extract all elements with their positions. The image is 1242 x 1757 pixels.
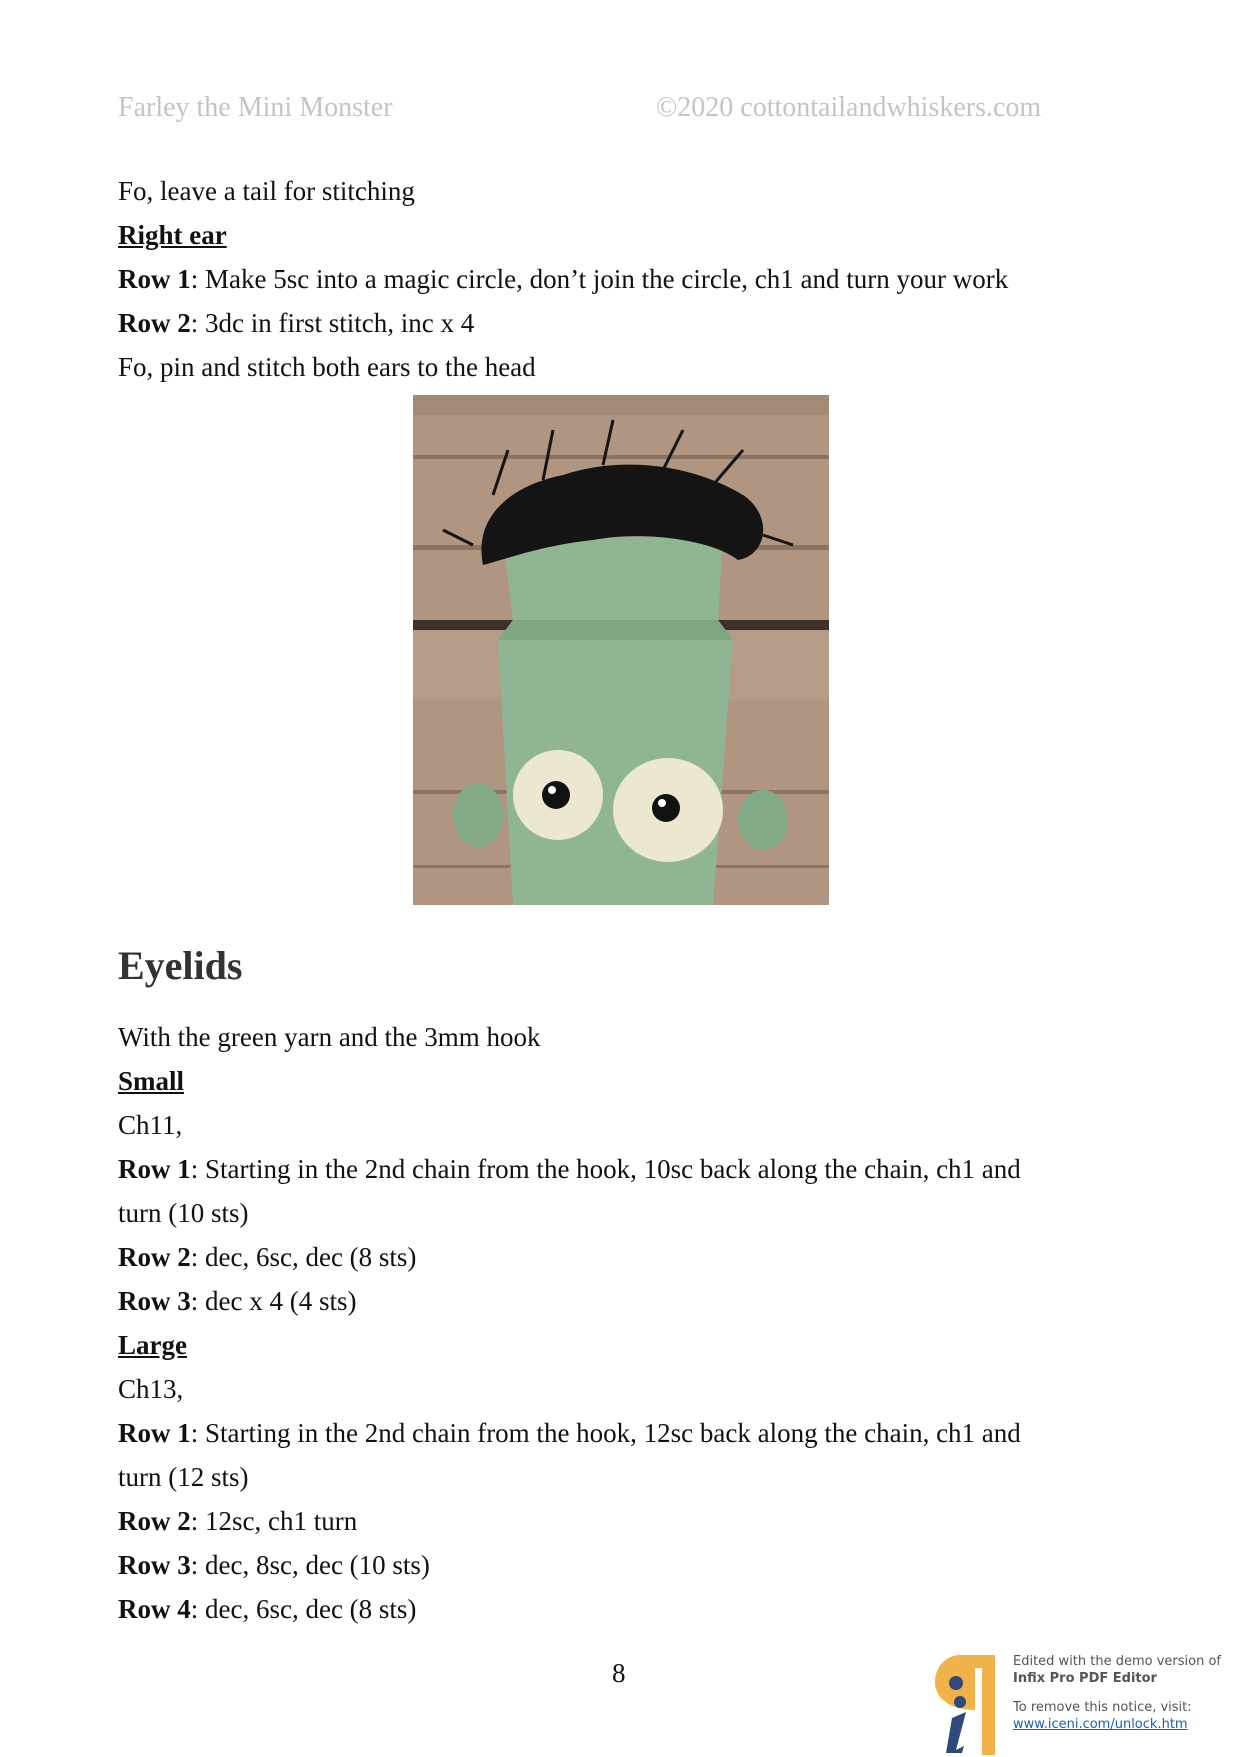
row-text: : dec x 4 (4 sts) [190, 1286, 357, 1316]
row-label: Row 2 [118, 308, 191, 338]
document-title: Farley the Mini Monster [118, 92, 393, 123]
watermark-product: Infix Pro PDF Editor [1013, 1671, 1157, 1686]
row-text: : dec, 6sc, dec (8 sts) [190, 1242, 417, 1272]
row-text: : Make 5sc into a magic circle, don’t join the circle, ch1 and turn your work [190, 264, 1009, 294]
section-label-small: Small [118, 1066, 185, 1096]
row-instruction [118, 1587, 416, 1631]
chain-instruction: Ch11, [118, 1110, 183, 1140]
row-label: Row 1 [118, 264, 191, 294]
row-instruction [118, 257, 1008, 301]
crochet-monster-photo [413, 395, 829, 905]
row-instruction [118, 1279, 356, 1323]
copyright-notice: ©2020 cottontailandwhiskers.com [656, 92, 1042, 123]
row-instruction [118, 301, 474, 345]
row-label: Row 3 [118, 1286, 191, 1316]
row-label: Row 4 [118, 1594, 191, 1624]
watermark-line: Edited with the demo version of [1013, 1654, 1222, 1669]
instruction-line: Fo, leave a tail for stitching [118, 176, 415, 206]
row-label: Row 1 [118, 1418, 191, 1448]
row-text: : 3dc in first stitch, inc x 4 [190, 308, 475, 338]
chain-instruction: Ch13, [118, 1374, 184, 1404]
editor-watermark [930, 1650, 1230, 1755]
row-label: Row 2 [118, 1242, 191, 1272]
row-instruction [118, 1499, 357, 1543]
row-label: Row 1 [118, 1154, 191, 1184]
section-label-large: Large [118, 1330, 187, 1360]
row-instruction [118, 1411, 1021, 1455]
unlock-link[interactable]: www.iceni.com/unlock.htm [1013, 1717, 1188, 1732]
row-text: : dec, 8sc, dec (10 sts) [190, 1550, 430, 1580]
intro-line: With the green yarn and the 3mm hook [118, 1022, 541, 1052]
row-instruction [118, 1235, 416, 1279]
row-label: Row 3 [118, 1550, 191, 1580]
row-continuation: turn (10 sts) [118, 1198, 249, 1228]
row-text: : Starting in the 2nd chain from the hook, 12sc back along the chain, ch1 and [190, 1418, 1021, 1448]
instruction-line: Fo, pin and stitch both ears to the head [118, 352, 536, 382]
watermark-line: To remove this notice, visit: [1013, 1700, 1192, 1715]
row-continuation: turn (12 sts) [118, 1462, 249, 1492]
page-header [118, 92, 1062, 132]
section-heading-eyelids: Eyelids [118, 943, 243, 988]
infix-logo-icon [930, 1650, 1005, 1755]
row-label: Row 2 [118, 1506, 191, 1536]
page-number: 8 [612, 1658, 626, 1688]
row-instruction [118, 1147, 1021, 1191]
row-text: : Starting in the 2nd chain from the hook, 10sc back along the chain, ch1 and [190, 1154, 1021, 1184]
row-text: : dec, 6sc, dec (8 sts) [190, 1594, 417, 1624]
row-text: : 12sc, ch1 turn [190, 1506, 358, 1536]
section-label-right-ear: Right ear [118, 220, 227, 250]
row-instruction [118, 1543, 430, 1587]
